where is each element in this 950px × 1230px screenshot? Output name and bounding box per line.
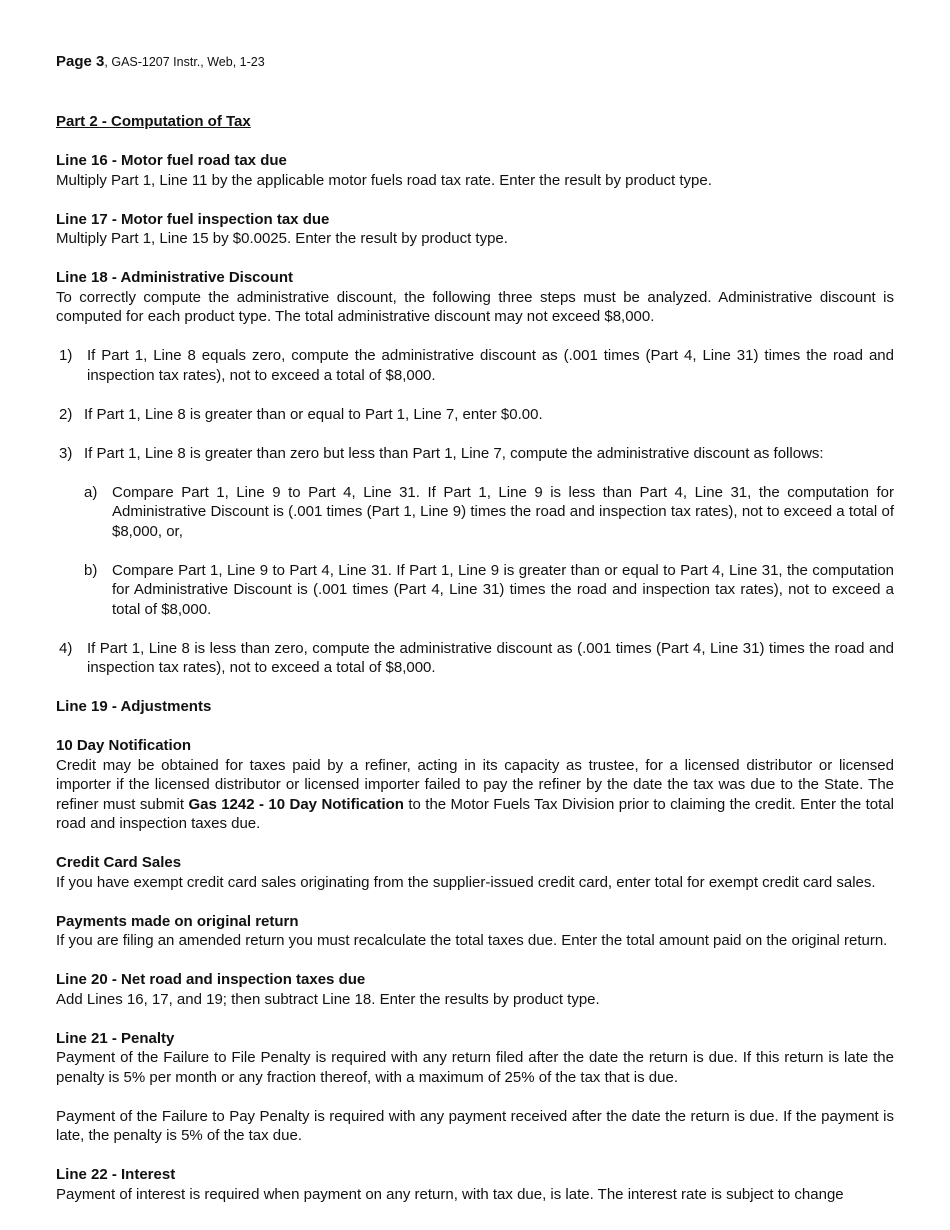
- section-heading: Line 20 - Net road and inspection taxes due: [56, 971, 366, 988]
- list-number: 4): [59, 639, 73, 657]
- form-reference: GAS-1207 Instr., Web, 1-23: [111, 55, 265, 69]
- section-text: Payment of the Failure to Pay Penalty is required with any payment received after the date the return is due. If the payment is late, the penalty is 5% of the tax due.: [56, 1107, 894, 1144]
- section-heading: Line 19 - Adjustments: [56, 698, 212, 715]
- section-text: Payment of the Failure to File Penalty is required with any return filed after the date the return is due. If this return is late the penalty is 5% per month or any fraction thereof, with a maximum of 25% of the tax that is due.: [56, 1049, 894, 1086]
- text-before: Credit may be obtained for taxes paid by a refiner, acting in its capacity as trustee, for a licensed distributor or licensed importer if the licensed distributor or licensed importer failed to pay the refiner by the date the tax was due to the State. The refiner must submit: [56, 756, 894, 813]
- list-number: 2): [59, 405, 73, 423]
- section-text: If you have exempt credit card sales originating from the supplier-issued credit card, enter total for exempt credit card sales.: [56, 873, 876, 891]
- header-separator: ,: [104, 55, 108, 69]
- section-line-19: [56, 697, 894, 717]
- sub-list-item: [56, 561, 894, 620]
- section-text: If you are filing an amended return you must recalculate the total taxes due. Enter the total amount paid on the original return.: [56, 932, 888, 949]
- list-item: [56, 346, 894, 385]
- section-text: Multiply Part 1, Line 15 by $0.0025. Enter the result by product type.: [56, 230, 508, 247]
- page-header: [56, 52, 894, 72]
- list-item: [56, 444, 894, 464]
- section-heading: Credit Card Sales: [56, 854, 182, 871]
- section-heading: Line 21 - Penalty: [56, 1029, 175, 1047]
- list-text: If Part 1, Line 8 is less than zero, compute the administrative discount as (.001 times (Part 4, Line 31) times the road and inspection tax rates), not to exceed a total of $8,000.: [87, 639, 894, 676]
- section-line-17: [56, 210, 894, 249]
- list-item: [56, 405, 894, 425]
- list-text: If Part 1, Line 8 is greater than or equal to Part 1, Line 7, enter $0.00.: [84, 405, 543, 423]
- text-after: to the Motor Fuels Tax Division prior to claiming the credit. Enter the total road and inspection taxes due.: [56, 795, 894, 832]
- section-heading: Line 16 - Motor fuel road tax due: [56, 152, 287, 169]
- list-text: Compare Part 1, Line 9 to Part 4, Line 31. If Part 1, Line 9 is less than Part 4, Line 31, the computation for Administrative Discount is (.001 times (Part 1, Line 9) times the road and inspection tax rates), not to exceed a total of $8,000, or,: [112, 483, 894, 540]
- section-line-21: [56, 1029, 894, 1088]
- section-line-20: [56, 970, 894, 1009]
- section-line-21-continued: [56, 1107, 894, 1146]
- list-number: a): [84, 483, 98, 501]
- list-text: If Part 1, Line 8 equals zero, compute the administrative discount as (.001 times (Part 4, Line 31) times the road and inspection tax rates), not to exceed a total of $8,000.: [87, 347, 894, 384]
- document-page: [56, 52, 894, 1224]
- section-heading: Line 17 - Motor fuel inspection tax due: [56, 210, 330, 228]
- list-text: Compare Part 1, Line 9 to Part 4, Line 31. If Part 1, Line 9 is greater than or equal to Part 4, Line 31, the computation for Administrative Discount is (.001 times (Part 4, Line 31) times the road and inspection tax rates), not to exceed a total of $8,000.: [112, 561, 894, 618]
- section-text: To correctly compute the administrative discount, the following three steps must be analyzed. Administrative discount is computed for each product type. The total administrative discount may not exceed $8,000.: [56, 288, 894, 325]
- section-text: Payment of interest is required when payment on any return, with tax due, is late. The interest rate is subject to change: [56, 1185, 844, 1203]
- part-title: Part 2 - Computation of Tax: [56, 113, 251, 130]
- section-heading: Line 18 - Administrative Discount: [56, 269, 293, 286]
- section-10-day-notification: [56, 736, 894, 834]
- list-item: [56, 639, 894, 678]
- sub-list-item: [56, 483, 894, 542]
- list-number: b): [84, 561, 98, 579]
- section-text: [56, 756, 894, 834]
- section-text: Add Lines 16, 17, and 19; then subtract Line 18. Enter the results by product type.: [56, 990, 600, 1008]
- form-name: Gas 1242 - 10 Day Notification: [188, 795, 404, 813]
- section-line-18: [56, 268, 894, 327]
- section-line-16: [56, 151, 894, 190]
- section-line-22: [56, 1165, 894, 1204]
- section-payments-original-return: [56, 912, 894, 951]
- section-text: Multiply Part 1, Line 11 by the applicable motor fuels road tax rate. Enter the result by product type.: [56, 171, 712, 189]
- list-number: 1): [59, 347, 73, 364]
- section-heading: Line 22 - Interest: [56, 1166, 176, 1183]
- page-number: Page 3: [56, 53, 105, 70]
- list-number: 3): [59, 444, 73, 462]
- section-credit-card-sales: [56, 853, 894, 892]
- section-heading: 10 Day Notification: [56, 737, 192, 754]
- section-heading: Payments made on original return: [56, 912, 299, 930]
- list-text: If Part 1, Line 8 is greater than zero but less than Part 1, Line 7, compute the administrative discount as follows:: [84, 444, 824, 462]
